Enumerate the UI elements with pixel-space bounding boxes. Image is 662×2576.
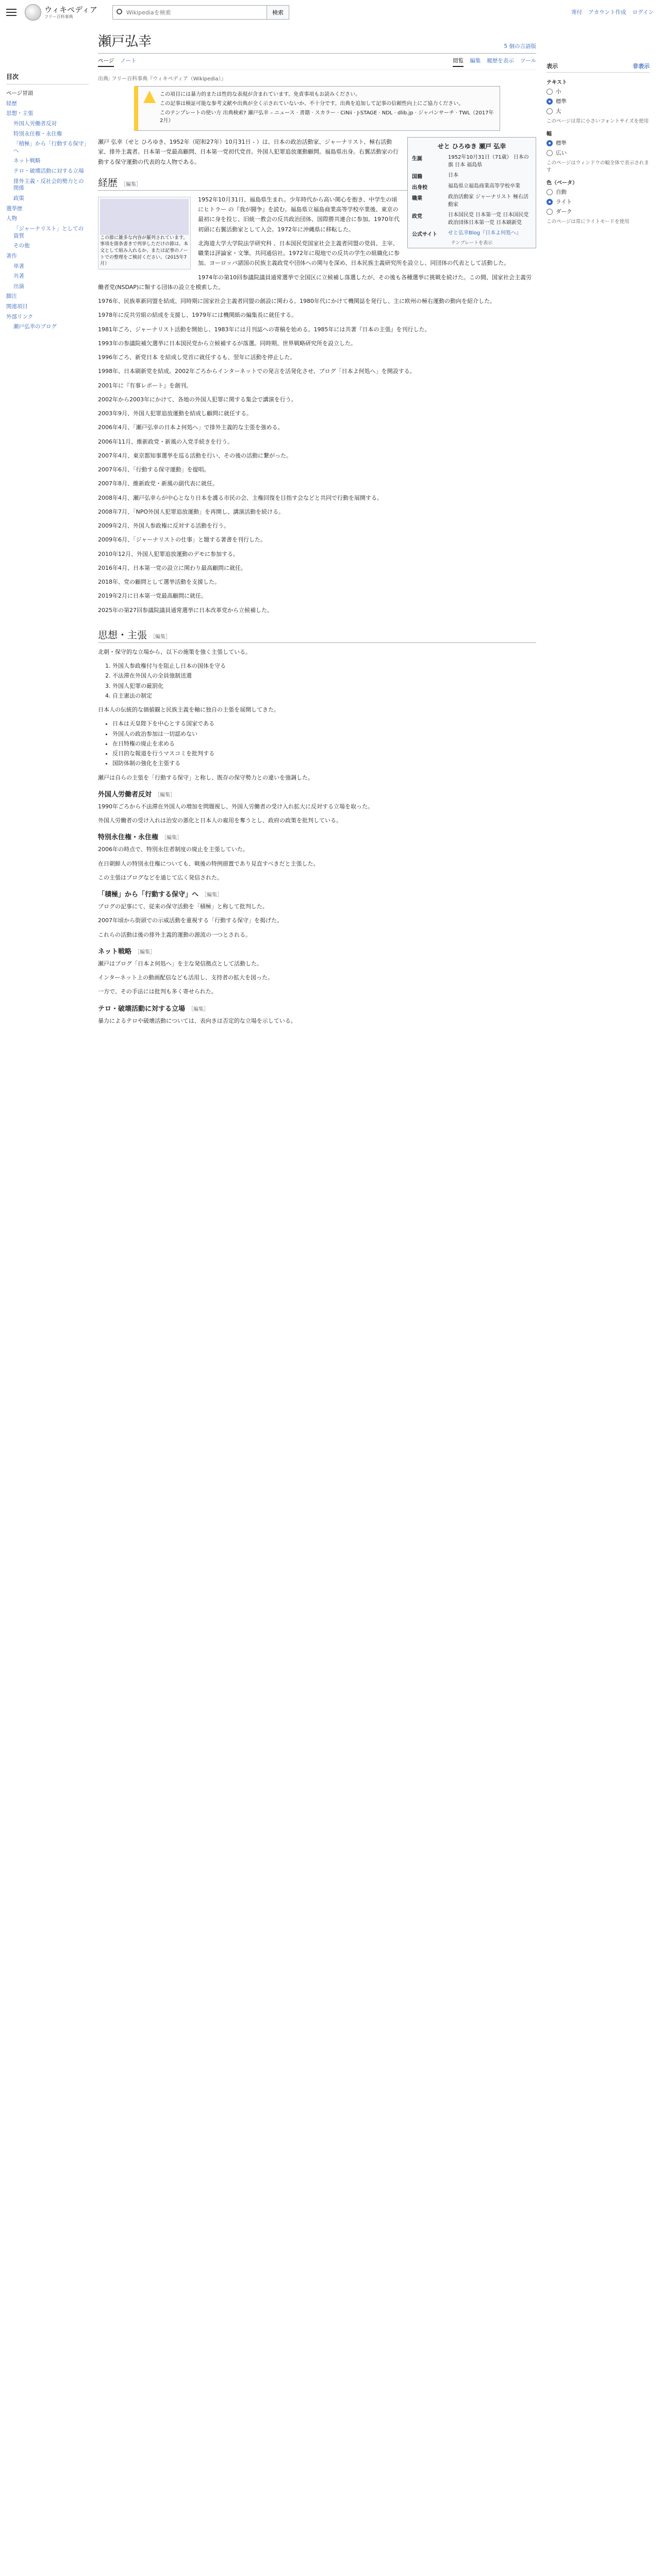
tab-history[interactable]: 履歴を表示	[487, 58, 514, 64]
toc-item[interactable]: 外国人労働者反対	[13, 120, 57, 127]
thought-intro: 北朝・保守的な立場から、以下の施策を強く主張している。	[98, 648, 251, 655]
radio-icon	[547, 150, 553, 156]
career-paragraph: 2006年4月、「瀬戸弘幸の日本よ何処へ」で排外主義的な主張を強める。	[98, 424, 284, 431]
tab-tools[interactable]: ツール	[520, 58, 536, 64]
radio-label: 自動	[556, 189, 567, 195]
intro-paragraph: 瀬戸 弘幸（せと ひろゆき、1952年（昭和27年）10月31日 - ）は、日本の政治活動家、ジャーナリスト、極右活動家、排外主義者。日本第一党最高顧問、日本第一党初代党首。外国人犯罪追放運動顧問。福島県出身。右翼活動家の行動する保守運動の代表的な人物である。	[98, 139, 399, 165]
edit-link[interactable]: ［編集］	[202, 892, 223, 898]
toc-item[interactable]: 選挙歴	[6, 205, 23, 212]
career-paragraph: 2006年11月、維新政党・新風の入党手続きを行う。	[98, 438, 233, 445]
user-links	[571, 8, 654, 16]
career-paragraph: 2025年の第27回参議院議員通常選挙に日本改革党から立候補した。	[98, 606, 273, 614]
edit-link[interactable]: ［編集］	[121, 181, 142, 188]
list-item: 3. 外国人犯罪の厳罰化	[112, 681, 536, 691]
career-paragraph: 1974年の第10回参議院議員通常選挙で全国区に立候補し落選したが、その後も各種選挙に挑戦を続けた。この間、国家社会主義労働者党(NSDAP)に類する団体の設立を模索した。	[98, 274, 532, 291]
section-paragraph: インターネット上の動画配信なども活用し、支持者の拡大を図った。	[98, 974, 274, 981]
section-paragraph: 一方で、その手法には批判も多く寄せられた。	[98, 988, 217, 995]
radio-label: 小	[556, 89, 561, 95]
career-paragraph: 2003年9月、外国人犯罪追放運動を結成し顧問に就任する。	[98, 410, 252, 417]
list-item: 2. 不法滞在外国人の全員強制送還	[112, 671, 536, 681]
list-item: • 外国人の政治参加は一切認めない	[112, 729, 536, 739]
heading-text: 「積極」から「行動する保守」へ	[98, 891, 199, 899]
toc-item[interactable]: ネット戦略	[13, 158, 41, 164]
career-paragraph: 北海道大学大学院法学研究科 、日本国民党国家社会主義者同盟の党員、主宰、職業は評論家・文筆。共同通信社。1972年に現地での反共の学生の組織化に参加。ヨーロッパ諸国の民族主義政党や団体への関与を深め、日本民族主義研究所を設立し、同団体の代表として活動した。	[198, 240, 510, 267]
section-paragraph: 1990年ごろから不法滞在外国人の増加を問題視し、外国人労働者の受け入れ拡大に反対する立場を取った。	[98, 803, 373, 810]
table-of-contents	[6, 72, 89, 332]
infobox-title: せと ひろゆき 瀬戸 弘幸	[437, 143, 506, 150]
maintenance-notice	[134, 86, 500, 131]
page-tabs	[98, 57, 536, 70]
section-notice-box	[98, 197, 191, 269]
career-paragraph: 2001年に『有事レポート』を創刊。	[98, 382, 192, 389]
search-input[interactable]	[112, 5, 267, 20]
radio-icon	[547, 108, 553, 114]
career-paragraph: 2002年から2003年にかけて、各地の外国人犯罪に関する集会で講演を行う。	[98, 396, 297, 403]
toc-item[interactable]: 外部リンク	[6, 313, 34, 320]
main-menu-icon[interactable]	[6, 9, 16, 16]
edit-link[interactable]: ［編集］	[150, 634, 171, 640]
toc-item[interactable]: 共著	[13, 273, 24, 280]
career-paragraph: 2007年6月、「行動する保守運動」を提唱。	[98, 466, 210, 473]
appearance-panel	[547, 57, 650, 225]
wikipedia-globe-icon	[25, 4, 41, 21]
create-account-link[interactable]: アカウント作成	[588, 9, 626, 15]
language-button[interactable]: 5 個の言語版	[504, 43, 536, 49]
career-paragraph: 1998年、日本刷新党を結成。2002年ごろからインターネットでの発言を活発化させ、ブログ「日本よ何処へ」を開設する。	[98, 368, 416, 375]
source-line: 出典: フリー百科事典『ウィキペディア（Wikipedia）』	[98, 76, 226, 82]
toc-item[interactable]: ページ冒頭	[6, 90, 34, 96]
notice-image	[100, 199, 189, 235]
infobox-label: 出身校	[412, 185, 427, 191]
infobox	[407, 137, 536, 248]
toc-item[interactable]: 思想・主張	[6, 110, 34, 117]
tab-edit[interactable]: 編集	[470, 58, 481, 64]
toc-item[interactable]: 瀬戸弘幸のブログ	[13, 324, 57, 330]
section-paragraph: この主張はブログなどを通じて広く発信された。	[98, 874, 223, 881]
edit-link[interactable]: ［編集］	[161, 835, 183, 841]
hide-button[interactable]: 非表示	[633, 63, 650, 70]
career-paragraph: 1993年の参議院補欠選挙に日本国民党から立候補するが落選。同時期、世界戦略研究所を設立した。	[98, 340, 356, 347]
thought-paragraph: 瀬戸は自らの主張を「行動する保守」と称し、既存の保守勢力との違いを強調した。	[98, 774, 313, 781]
section-paragraph: 暴力によるテロや破壊活動については、表向きは否定的な立場を示している。	[98, 1017, 296, 1024]
subsection-heading	[98, 789, 536, 799]
career-paragraph: 2010年12月、外国人犯罪追放運動のデモに参加する。	[98, 550, 239, 557]
toc-item[interactable]: 政策	[13, 195, 24, 202]
list-item: • 国防体制の強化を主張する	[112, 758, 536, 768]
tab-read[interactable]: 閲覧	[453, 57, 464, 67]
radio-label: 標準	[556, 98, 567, 105]
list-item: 1. 外国人参政権付与を阻止し日本の国体を守る	[112, 661, 536, 671]
toc-item[interactable]: 人物	[6, 215, 17, 222]
radio-color-auto[interactable]	[547, 188, 650, 196]
search-icon	[117, 9, 122, 14]
toc-item[interactable]: テロ・破壊活動に対する立場	[13, 168, 84, 175]
appearance-title: 表示	[547, 63, 558, 70]
toc-item[interactable]: 特別永住権・永住権	[13, 130, 62, 137]
width-label: 幅	[547, 131, 552, 137]
heading-text: 外国人労働者反対	[98, 790, 152, 799]
toc-title: 目次	[6, 72, 89, 84]
infobox-label: 生誕	[412, 156, 422, 162]
edit-link[interactable]: ［編集］	[188, 1006, 209, 1012]
subsection-heading	[98, 889, 536, 899]
edit-link[interactable]: ［編集］	[155, 792, 176, 798]
subsection-heading	[98, 832, 536, 841]
logo-subtitle: フリー百科事典	[44, 14, 73, 19]
career-paragraph: 2009年2月、外国人参政権に反対する活動を行う。	[98, 522, 229, 529]
career-paragraph: 2008年4月、瀬戸弘幸らが中心となり日本を護る市民の会、主権回復を目指す会などと共同で行動を展開する。	[98, 494, 383, 501]
infobox-education: 福島県立福島商業高等学校卒業	[448, 183, 520, 189]
career-paragraph: 2018年、党の顧問として選挙活動を支援した。	[98, 579, 220, 585]
toc-item[interactable]: 著作	[6, 252, 17, 259]
career-paragraph: 1976年、民族革新同盟を結成、同時期に国家社会主義者同盟の創設に関わる。1980年代にかけて機関誌を発行し、主に欧州の極右運動の動向を紹介した。	[98, 298, 495, 304]
infobox-website[interactable]	[446, 228, 534, 239]
tab-page[interactable]: ページ	[98, 57, 114, 67]
radio-label: 大	[556, 108, 561, 114]
search-form	[112, 5, 289, 20]
toc-item[interactable]: 排外主義・反社会的勢力との関係	[13, 178, 84, 192]
toc-item[interactable]: 経歴	[6, 100, 17, 107]
toc-item[interactable]: 「ジャーナリスト」としての資質	[13, 225, 84, 239]
heading-text: 経歴	[98, 177, 118, 189]
radio-icon	[547, 98, 553, 105]
top-header	[0, 0, 662, 25]
toc-item[interactable]: 単著	[13, 263, 24, 269]
infobox-label: 国籍	[412, 174, 422, 180]
text-size-note: このページは常に小さいフォントサイズを使用	[547, 118, 649, 124]
page-title: 瀬戸弘幸	[98, 34, 152, 49]
career-paragraph: 2007年4月、東京都知事選挙を巡る活動を行い、その後の活動に繋がった。	[98, 452, 292, 459]
notice-line-2: この記事は検証可能な参考文献や出典が全く示されていないか、不十分です。出典を追加して記事の信頼性向上にご協力ください。	[160, 101, 464, 107]
toc-item[interactable]: その他	[13, 243, 30, 249]
edit-link[interactable]: ［編集］	[135, 949, 156, 955]
official-site-link[interactable]: せと弘幸Blog『日本よ何処へ』	[448, 230, 522, 236]
radio-width-wide[interactable]	[547, 149, 650, 157]
section-paragraph: 瀬戸はブログ「日本よ何処へ」を主な発信拠点として活動した。	[98, 960, 262, 967]
login-link[interactable]: ログイン	[632, 9, 654, 15]
infobox-label: 政党	[412, 214, 422, 219]
section-paragraph: 2007年頃から街頭での示威活動を重視する「行動する保守」を掲げた。	[98, 917, 283, 924]
toc-item[interactable]: 関連項目	[6, 303, 28, 310]
radio-icon	[547, 209, 553, 215]
section-paragraph: 在日朝鮮人の特別永住権についても、戦後の特例措置であり見直すべきだと主張した。	[98, 860, 319, 867]
radio-small[interactable]	[547, 88, 650, 95]
infobox-label: 公式サイト	[412, 232, 438, 238]
career-paragraph: 2009年6月、「ジャーナリストの仕事」と題する著書を刊行した。	[98, 536, 267, 544]
subsection-heading	[98, 1003, 536, 1013]
main-content	[98, 31, 536, 1030]
section-paragraph: これらの活動は後の排外主義的運動の源流の一つとされる。	[98, 931, 251, 938]
infobox-label: 職業	[412, 196, 422, 201]
site-logo[interactable]	[25, 4, 102, 21]
radio-width-standard[interactable]	[547, 139, 650, 147]
heading-text: 特別永住権・永住権	[98, 834, 159, 842]
career-paragraph: 2016年4月、日本第一党の設立に関わり最高顧問に就任。	[98, 564, 246, 571]
infobox-occupation: 政治活動家 ジャーナリスト 極右活動家	[448, 194, 528, 208]
radio-color-dark[interactable]	[547, 208, 650, 215]
radio-standard[interactable]	[547, 97, 650, 105]
radio-icon	[547, 189, 553, 195]
list-item: 4. 自主憲法の制定	[112, 691, 536, 701]
color-note: このページは常にライトモードを使用	[547, 219, 630, 225]
radio-label: 標準	[556, 140, 567, 146]
infobox-nationality: 日本	[448, 173, 458, 178]
section-paragraph: 2006年の時点で、特別永住者制度の廃止を主張していた。	[98, 846, 249, 853]
warning-icon	[143, 91, 156, 103]
career-paragraph: 2007年8月、維新政党・新風の副代表に就任。	[98, 480, 218, 487]
career-paragraph: 1981年ごろ、ジャーナリスト活動を開始し、1983年には月刊誌への寄稿を始める。1985年には共著『日本の主張』を刊行した。	[98, 326, 431, 333]
color-label: 色（ベータ）	[547, 180, 577, 186]
infobox-born: 1952年10月31日（71歳） 日本の旗 日本 福島県	[448, 155, 529, 168]
section-paragraph: ブログの記事にて、従来の保守活動を「積極」と称して批判した。	[98, 903, 268, 910]
radio-label: ライト	[556, 199, 572, 205]
search-button[interactable]: 検索	[267, 5, 289, 20]
career-paragraph: 2008年7月、「NPO外国人犯罪追放運動」を再開し、講演活動を続ける。	[98, 508, 285, 515]
radio-label: 広い	[556, 150, 567, 156]
toc-item[interactable]: 脚注	[6, 293, 17, 300]
heading-text: 思想・主張	[98, 629, 147, 641]
tab-talk[interactable]: ノート	[120, 58, 137, 64]
notice-line-3: このテンプレートの使い方 出典検索? 瀬戸弘幸 – ニュース · 書籍 · スカラー · CiNii · J-STAGE · NDL · dlib.jp · ジャパンサーチ · TWL（2017年2月）	[160, 110, 494, 124]
toc-item[interactable]: 出演	[13, 283, 24, 290]
section-paragraph: 外国人労働者の受け入れは治安の悪化と日本人の雇用を奪うとし、政府の政策を批判している。	[98, 817, 342, 824]
infobox-party: 日本国民党 日本第一党 日本国民党 政治団体日本第一党 日本刷新党	[448, 212, 529, 226]
thought-paragraph: 日本人の伝統的な価値観と民族主義を軸に独自の主張を展開してきた。	[98, 706, 279, 713]
heading-text: テロ・破壊活動に対する立場	[98, 1005, 186, 1013]
list-item: • 在日特権の廃止を求める	[112, 739, 536, 749]
radio-icon	[547, 199, 553, 205]
radio-label: ダーク	[556, 209, 572, 215]
career-paragraph: 1996年ごろ、新党日本 を結成し党首に就任するも、翌年に活動を停止した。	[98, 354, 296, 361]
notice-caption: この節に雑多な内容が羅列されています。事項を箇条書きで列挙しただけの節は、本文として組み入れるか、または記事のノートでの整理をご検討ください。（2015年7月）	[100, 235, 189, 267]
template-link[interactable]: テンプレートを表示	[451, 241, 493, 246]
radio-icon	[547, 89, 553, 95]
donate-link[interactable]: 寄付	[571, 9, 583, 15]
career-paragraph: 1978年に反共労組の結成を支援し、1979年には機関紙の編集長に就任する。	[98, 312, 297, 319]
heading-text: ネット戦略	[98, 947, 132, 956]
logo-title: ウィキペディア	[44, 5, 97, 14]
subsection-heading	[98, 946, 536, 956]
text-size-label: テキスト	[547, 80, 567, 86]
radio-color-light[interactable]	[547, 198, 650, 206]
notice-line-1: この項目には暴力的または性的な表現が含まれています。免責事項もお読みください。	[160, 92, 361, 97]
list-item: • 反日的な報道を行うマスコミを批判する	[112, 749, 536, 758]
list-item: • 日本は天皇陛下を中心とする国家である	[112, 719, 536, 728]
width-note: このページはウィンドウの幅全体で表示されます	[547, 160, 649, 173]
toc-item[interactable]: 「積極」から「行動する保守」へ	[13, 141, 87, 154]
section-heading-thought	[98, 628, 536, 643]
career-paragraph: 1952年10月31日、福島県生まれ。少年時代から高い関心を抱き、中学生の頃にヒトラー の『我が闘争』を読む。福島県立福島商業高等学校卒業後、東京の最初に身を投じ、旧統一教会の反共政治団体、国際勝共連合に参加。1970年代初頭に右翼活動家として入会。1972年に沖縄県に移転した。	[198, 196, 400, 233]
radio-large[interactable]	[547, 107, 650, 115]
radio-icon	[547, 140, 553, 146]
career-paragraph: 2019年2月に日本第一党最高顧問に就任。	[98, 592, 207, 600]
